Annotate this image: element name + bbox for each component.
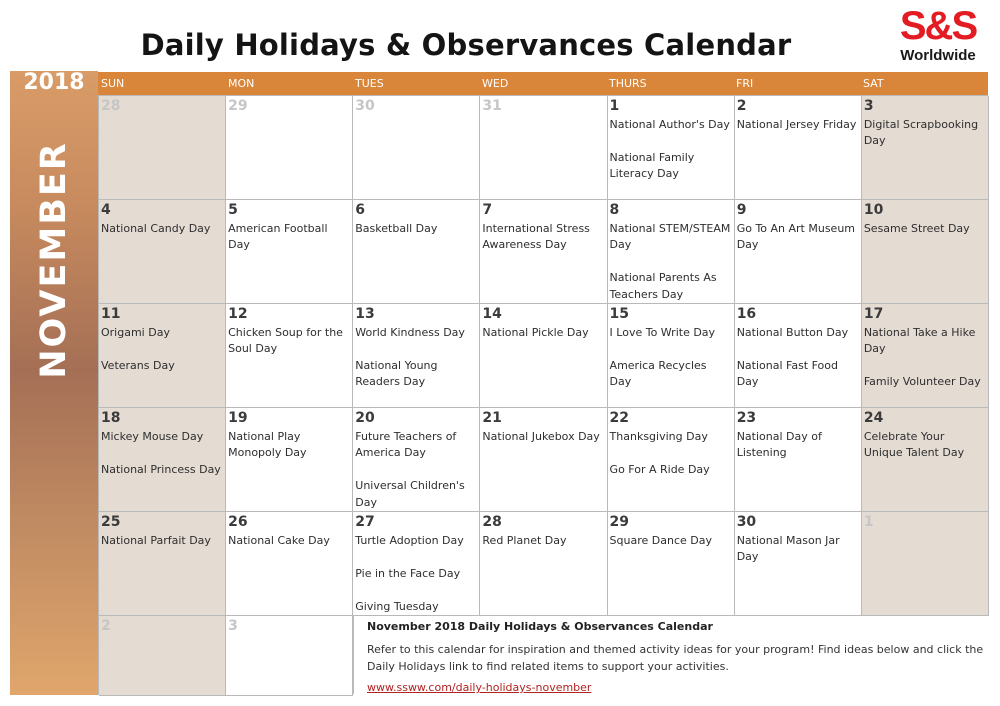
day-cell[interactable] <box>480 200 607 304</box>
day-cell[interactable] <box>480 408 607 512</box>
day-number: 19 <box>228 410 248 426</box>
event-label: National Play Monopoly Day <box>228 429 307 459</box>
event-label: National Family Literacy Day <box>609 150 695 180</box>
event-label: American Football Day <box>228 221 328 251</box>
weekday-thurs: THURS <box>609 77 647 90</box>
event-label: Giving Tuesday <box>355 599 439 613</box>
day-number: 2 <box>736 98 747 114</box>
day-cell[interactable] <box>608 408 735 512</box>
event-label: International Stress Awareness Day <box>482 221 590 251</box>
day-cell[interactable] <box>862 200 989 304</box>
day-cell[interactable] <box>99 96 226 200</box>
day-cell[interactable] <box>735 200 862 304</box>
event-label: Square Dance Day <box>609 533 712 547</box>
day-cell[interactable] <box>99 304 226 408</box>
brand-logo-subtitle: Worldwide <box>900 47 976 64</box>
day-number: 12 <box>228 306 248 322</box>
event-label: Celebrate Your Unique Talent Day <box>863 429 965 459</box>
day-number: 27 <box>355 514 375 530</box>
day-cell[interactable] <box>99 408 226 512</box>
day-number: 3 <box>228 618 238 634</box>
day-number: 9 <box>736 202 747 218</box>
event-label: National Cake Day <box>228 533 330 547</box>
event-label: World Kindness Day <box>355 325 465 339</box>
event-label: Origami Day <box>101 325 170 339</box>
day-number: 4 <box>101 202 111 218</box>
day-number: 30 <box>736 514 757 530</box>
brand-logo-mark: S&S <box>899 4 977 48</box>
day-cell[interactable] <box>226 96 353 200</box>
event-label: Sesame Street Day <box>863 221 970 235</box>
day-cell[interactable] <box>226 304 353 408</box>
day-number: 29 <box>609 514 630 530</box>
event-label: National STEM/STEAM Day <box>609 221 731 251</box>
event-label: National Take a Hike Day <box>863 325 976 355</box>
day-number: 13 <box>355 306 375 322</box>
day-number: 31 <box>482 98 502 114</box>
weekday-wed: WED <box>482 77 509 90</box>
day-number: 16 <box>736 306 757 322</box>
weekday-fri: FRI <box>736 77 754 90</box>
event-label: National Pickle Day <box>482 325 589 339</box>
event-label: Basketball Day <box>355 221 438 235</box>
event-label: Turtle Adoption Day <box>355 533 464 547</box>
event-label: Digital Scrapbooking Day <box>863 117 979 147</box>
weekday-mon: MON <box>228 77 255 90</box>
day-number: 28 <box>101 98 121 114</box>
calendar-grid <box>98 95 988 695</box>
day-cell[interactable] <box>226 408 353 512</box>
day-number: 7 <box>482 202 493 218</box>
day-cell[interactable] <box>353 200 480 304</box>
note-body: Refer to this calendar for inspiration and themed activity ideas for your program! Find ideas below and click the Daily Holidays link to find related items to support your activities. <box>367 643 984 673</box>
day-number: 3 <box>863 98 874 114</box>
event-label: National Day of Listening <box>736 429 822 459</box>
calendar-note <box>353 615 987 694</box>
month-label: NOVEMBER <box>34 141 74 379</box>
day-cell[interactable] <box>353 512 480 616</box>
day-number: 6 <box>355 202 366 218</box>
day-cell[interactable] <box>608 304 735 408</box>
note-title: November 2018 Daily Holidays & Observances Calendar <box>367 620 713 633</box>
event-label: Go For A Ride Day <box>609 462 710 476</box>
event-label: Family Volunteer Day <box>863 375 981 388</box>
event-label: Future Teachers of America Day <box>355 429 457 459</box>
brand-logo[interactable] <box>888 4 988 70</box>
day-cell[interactable] <box>99 512 226 616</box>
day-number: 23 <box>736 410 757 426</box>
event-label: National Author's Day <box>609 117 730 131</box>
page-title: Daily Holidays & Observances Calendar <box>140 28 792 62</box>
day-cell[interactable] <box>735 304 862 408</box>
day-number: 17 <box>863 306 884 322</box>
day-cell[interactable] <box>353 96 480 200</box>
day-number: 14 <box>482 306 502 322</box>
day-number: 25 <box>101 514 121 530</box>
event-label: Mickey Mouse Day <box>101 429 204 443</box>
day-number: 26 <box>228 514 248 530</box>
event-label: National Princess Day <box>101 462 221 476</box>
day-cell[interactable] <box>99 200 226 304</box>
day-number: 11 <box>101 306 121 322</box>
day-number: 15 <box>609 306 630 322</box>
day-number: 5 <box>228 202 238 218</box>
event-label: Universal Children's Day <box>355 479 465 509</box>
day-number: 1 <box>863 514 874 530</box>
daily-holidays-link[interactable]: www.ssww.com/daily-holidays-november <box>367 681 592 694</box>
year-label: 2018 <box>23 70 85 95</box>
event-label: Pie in the Face Day <box>355 566 461 580</box>
day-number: 20 <box>355 410 375 426</box>
day-number: 1 <box>609 98 620 114</box>
event-label: I Love To Write Day <box>609 325 716 339</box>
day-cell[interactable] <box>226 512 353 616</box>
day-cell[interactable] <box>480 304 607 408</box>
day-cell[interactable] <box>99 616 226 696</box>
day-cell[interactable] <box>608 200 735 304</box>
day-number: 28 <box>482 514 502 530</box>
event-label: National Button Day <box>736 325 849 339</box>
weekday-sat: SAT <box>863 77 884 90</box>
event-label: Veterans Day <box>101 358 175 372</box>
day-number: 10 <box>863 202 884 218</box>
day-number: 24 <box>863 410 884 426</box>
day-cell[interactable] <box>480 96 607 200</box>
day-cell[interactable] <box>226 200 353 304</box>
day-number: 8 <box>609 202 620 218</box>
day-cell[interactable] <box>862 96 989 200</box>
day-cell[interactable] <box>862 408 989 512</box>
day-cell[interactable] <box>735 96 862 200</box>
event-label: National Parfait Day <box>101 533 211 547</box>
day-cell[interactable] <box>608 96 735 200</box>
event-label: America Recycles Day <box>609 358 707 388</box>
day-cell[interactable] <box>353 408 480 512</box>
day-number: 18 <box>101 410 121 426</box>
day-number: 2 <box>101 618 111 634</box>
event-label: Red Planet Day <box>482 533 567 547</box>
event-label: National Parents As Teachers Day <box>609 271 717 301</box>
weekday-header <box>98 72 988 95</box>
day-cell[interactable] <box>608 512 735 616</box>
day-number: 21 <box>482 410 502 426</box>
weekday-tues: TUES <box>355 77 384 90</box>
event-label: National Young Readers Day <box>355 358 438 388</box>
day-cell[interactable] <box>735 512 862 616</box>
event-label: National Jersey Friday <box>736 117 857 131</box>
event-label: Thanksgiving Day <box>609 429 708 443</box>
day-cell[interactable] <box>862 304 989 408</box>
event-label: National Mason Jar Day <box>736 533 840 563</box>
day-cell[interactable] <box>353 304 480 408</box>
day-cell[interactable] <box>480 512 607 616</box>
day-number: 29 <box>228 98 248 114</box>
day-number: 22 <box>609 410 630 426</box>
weekday-sun: SUN <box>101 77 125 90</box>
day-cell[interactable] <box>862 512 989 616</box>
event-label: National Fast Food Day <box>736 358 838 388</box>
day-number: 30 <box>355 98 375 114</box>
day-cell[interactable] <box>226 616 353 696</box>
event-label: Chicken Soup for the Soul Day <box>228 325 343 355</box>
event-label: National Jukebox Day <box>482 429 600 443</box>
event-label: Go To An Art Museum Day <box>736 221 856 251</box>
event-label: National Candy Day <box>101 221 211 235</box>
day-cell[interactable] <box>735 408 862 512</box>
